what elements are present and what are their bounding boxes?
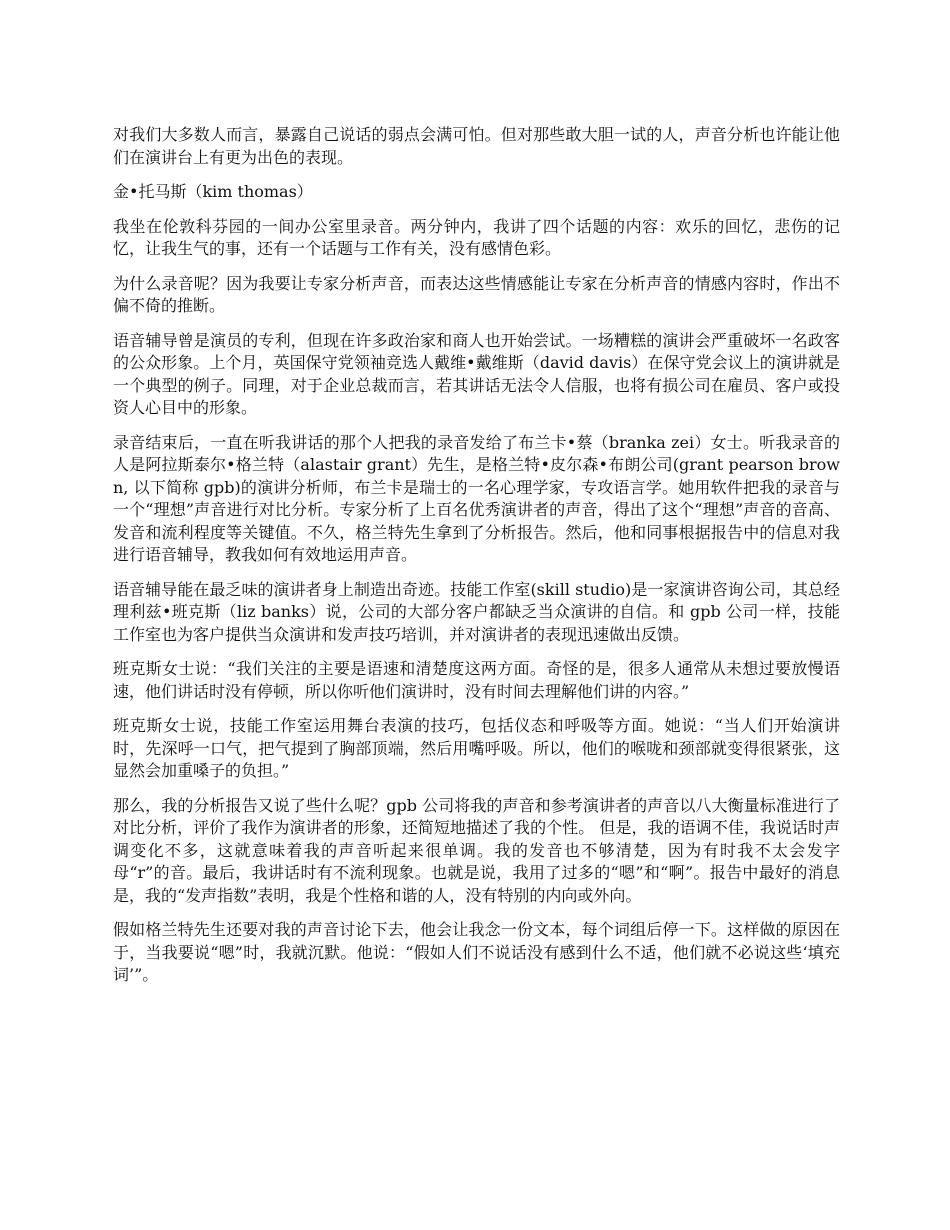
paragraph-intro: 对我们大多数人而言，暴露自己说话的弱点会满可怕。但对那些敢大胆一试的人，声音分析也许能让他们在演讲台上有更为出色的表现。	[113, 125, 840, 167]
paragraph: 班克斯女士说：“我们关注的主要是语速和清楚度这两方面。奇怪的是，很多人通常从未想过要放慢语速，他们讲话时没有停顿，所以你听他们演讲时，没有时间去理解他们讲的内容。”	[113, 659, 840, 701]
paragraph: 录音结束后，一直在听我讲话的那个人把我的录音发给了布兰卡•蔡（branka zei）女士。听我录音的人是阿拉斯泰尔•格兰特（alastair grant）先生，是格兰特•皮尔森•布朗公司(grant pearson brown, 以下简称 gpb)的演讲分析师，布兰卡是瑞士的一名心理学家，专攻语言学。她用软件把我的录音与一个“理想”声音进行对比分析。专家分析了上百名优秀演讲者的声音，得出了这个“理想”声音的音高、发音和流利程度等关键值。不久，格兰特先生拿到了分析报告。然后，他和同事根据报告中的信息对我进行语音辅导，教我如何有效地运用声音。	[113, 432, 840, 564]
paragraph: 假如格兰特先生还要对我的声音讨论下去，他会让我念一份文本，每个词组后停一下。这样做的原因在于，当我要说“嗯”时，我就沉默。他说：“假如人们不说话没有感到什么不适，他们就不必说这些‘填充词’”。	[113, 920, 840, 984]
paragraph: 语音辅导能在最乏味的演讲者身上制造出奇迹。技能工作室(skill studio)是一家演讲咨询公司，其总经理利兹•班克斯（liz banks）说，公司的大部分客户都缺乏当众演讲的自信。和 gpb 公司一样，技能工作室也为客户提供当众演讲和发声技巧培训，并对演讲者的表现迅速做出反馈。	[113, 579, 840, 644]
paragraph: 语音辅导曾是演员的专利，但现在许多政治家和商人也开始尝试。一场糟糕的演讲会严重破坏一名政客的公众形象。上个月，英国保守党领袖竞选人戴维•戴维斯（david davis）在保守党会议上的演讲就是一个典型的例子。同理，对于企业总裁而言，若其讲话无法令人信服，也将有损公司在雇员、客户或投资人心目中的形象。	[113, 330, 840, 417]
paragraph-author: 金•托马斯（kim thomas）	[113, 182, 313, 201]
paragraph: 我坐在伦敦科芬园的一间办公室里录音。两分钟内，我讲了四个话题的内容：欢乐的回忆，悲伤的记忆，让我生气的事，还有一个话题与工作有关，没有感情色彩。	[113, 216, 840, 258]
document-body	[113, 124, 840, 999]
paragraph: 班克斯女士说，技能工作室运用舞台表演的技巧，包括仪态和呼吸等方面。她说：“当人们开始演讲时，先深呼一口气，把气提到了胸部顶端，然后用嘴呼吸。所以，他们的喉咙和颈部就变得很紧张，这显然会加重嗓子的负担。”	[113, 716, 840, 780]
paragraph: 那么，我的分析报告又说了些什么呢？gpb 公司将我的声音和参考演讲者的声音以八大衡量标准进行了对比分析，评价了我作为演讲者的形象，还简短地描述了我的个性。 但是，我的语调不佳，我说话时声调变化不多，这就意味着我的声音听起来很单调。我的发音也不够清楚，因为有时我不太会发字母“r”的音。最后，我讲话时有不流利现象。也就是说，我用了过多的“嗯”和“啊”。报告中最好的消息是，我的“发声指数”表明，我是个性格和谐的人，没有特别的内向或外向。	[113, 795, 840, 905]
paragraph: 为什么录音呢？因为我要让专家分析声音，而表达这些情感能让专家在分析声音的情感内容时，作出不偏不倚的推断。	[113, 273, 840, 315]
